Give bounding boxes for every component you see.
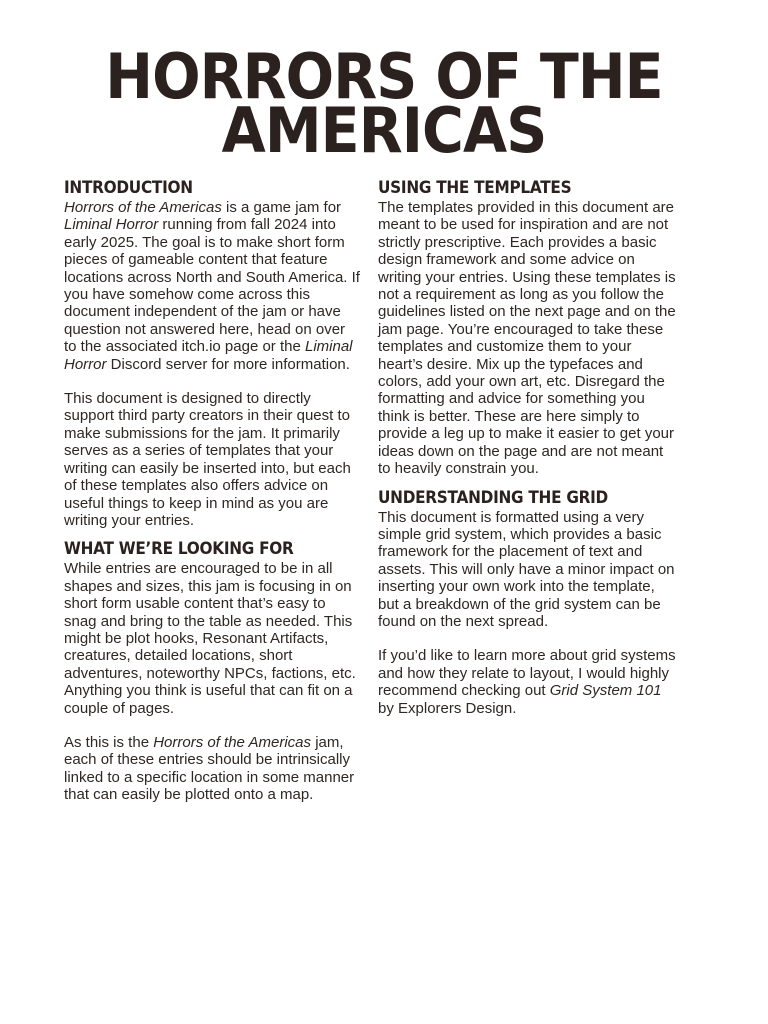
grid-paragraph-1: This document is formatted using a very simple grid system, which provides a basic framework for the placement of text and assets. This will only have a minor impact on inserting your own work into the template, but a breakdown of the grid system can be found on the next spread. bbox=[378, 508, 675, 630]
title-line-1: HORRORS OF THE bbox=[105, 40, 663, 113]
text-run: If you’d like to learn more about grid systems and how they relate to layout, I would highly recommend checking out bbox=[378, 647, 676, 700]
text-run: Discord server for more information. bbox=[106, 355, 350, 373]
grid-paragraph-2 bbox=[378, 647, 678, 717]
game-title-italic: Liminal Horror bbox=[64, 216, 159, 234]
book-title-italic: Grid System 101 bbox=[549, 682, 662, 700]
jam-title-italic: Horrors of the Americas bbox=[64, 199, 222, 216]
introduction-heading: INTRODUCTION bbox=[64, 178, 193, 198]
introduction-section bbox=[64, 178, 360, 529]
templates-heading: USING THE TEMPLATES bbox=[378, 178, 572, 198]
templates-section bbox=[378, 178, 678, 478]
grid-heading: UNDERSTANDING THE GRID bbox=[378, 487, 608, 508]
right-column bbox=[378, 178, 678, 727]
introduction-paragraph-1 bbox=[64, 199, 360, 373]
grid-section bbox=[378, 488, 678, 717]
text-run: running from fall 2024 into early 2025. The goal is to make short form pieces of gameable content that feature locations across North and South America. If you have somehow come across this document independent of the jam or have question not answered here, head on over to the associated itch.io page or the bbox=[64, 216, 360, 356]
text-run: As this is the bbox=[64, 733, 154, 751]
title-line-2: AMERICAS bbox=[221, 94, 547, 167]
jam-title-italic: Horrors of the Americas bbox=[153, 733, 312, 751]
looking-for-paragraph-1: While entries are encouraged to be in all shapes and sizes, this jam is focusing in on short form usable content that’s easy to snag and bring to the table as needed. This might be plot hooks, Resonant Artifacts, creatures, detailed locations, short adventures, noteworthy NPCs, factions, etc. Anything you think is useful that can fit on a couple of pages. bbox=[64, 560, 356, 717]
game-title-italic: Liminal Horror bbox=[64, 338, 353, 373]
text-run: jam, each of these entries should be intrinsically linked to a specific location in some manner that can easily be plotted onto a map. bbox=[64, 733, 355, 804]
introduction-paragraph-2: This document is designed to directly support third party creators in their quest to make submissions for the jam. It primarily serves as a series of templates that your writing can easily be inserted into, but each of these templates also offers advice on useful things to keep in mind as you are writing your entries. bbox=[64, 390, 351, 529]
templates-paragraph: The templates provided in this document are meant to be used for inspiration and are not strictly prescriptive. Each provides a basic design framework and some advice on writing your entries. Using these templates is not a requirement as long as you follow the guidelines listed on the next page and on the jam page. You’re encouraged to take these templates and customize them to your heart’s desire. Mix up the typefaces and colors, add your own art, etc. Disregard the formatting and advice for something you think is better. These are here simply to provide a leg up to make it easier to get your ideas down on the page and are not meant to heavily constrain you. bbox=[378, 199, 676, 478]
looking-for-section bbox=[64, 539, 360, 803]
text-run: by Explorers Design. bbox=[378, 699, 517, 717]
left-column bbox=[64, 178, 360, 814]
looking-for-heading: WHAT WE’RE LOOKING FOR bbox=[64, 539, 294, 560]
text-run: is a game jam for bbox=[221, 199, 342, 216]
document-title bbox=[31, 40, 738, 167]
looking-for-paragraph-2 bbox=[64, 734, 360, 804]
